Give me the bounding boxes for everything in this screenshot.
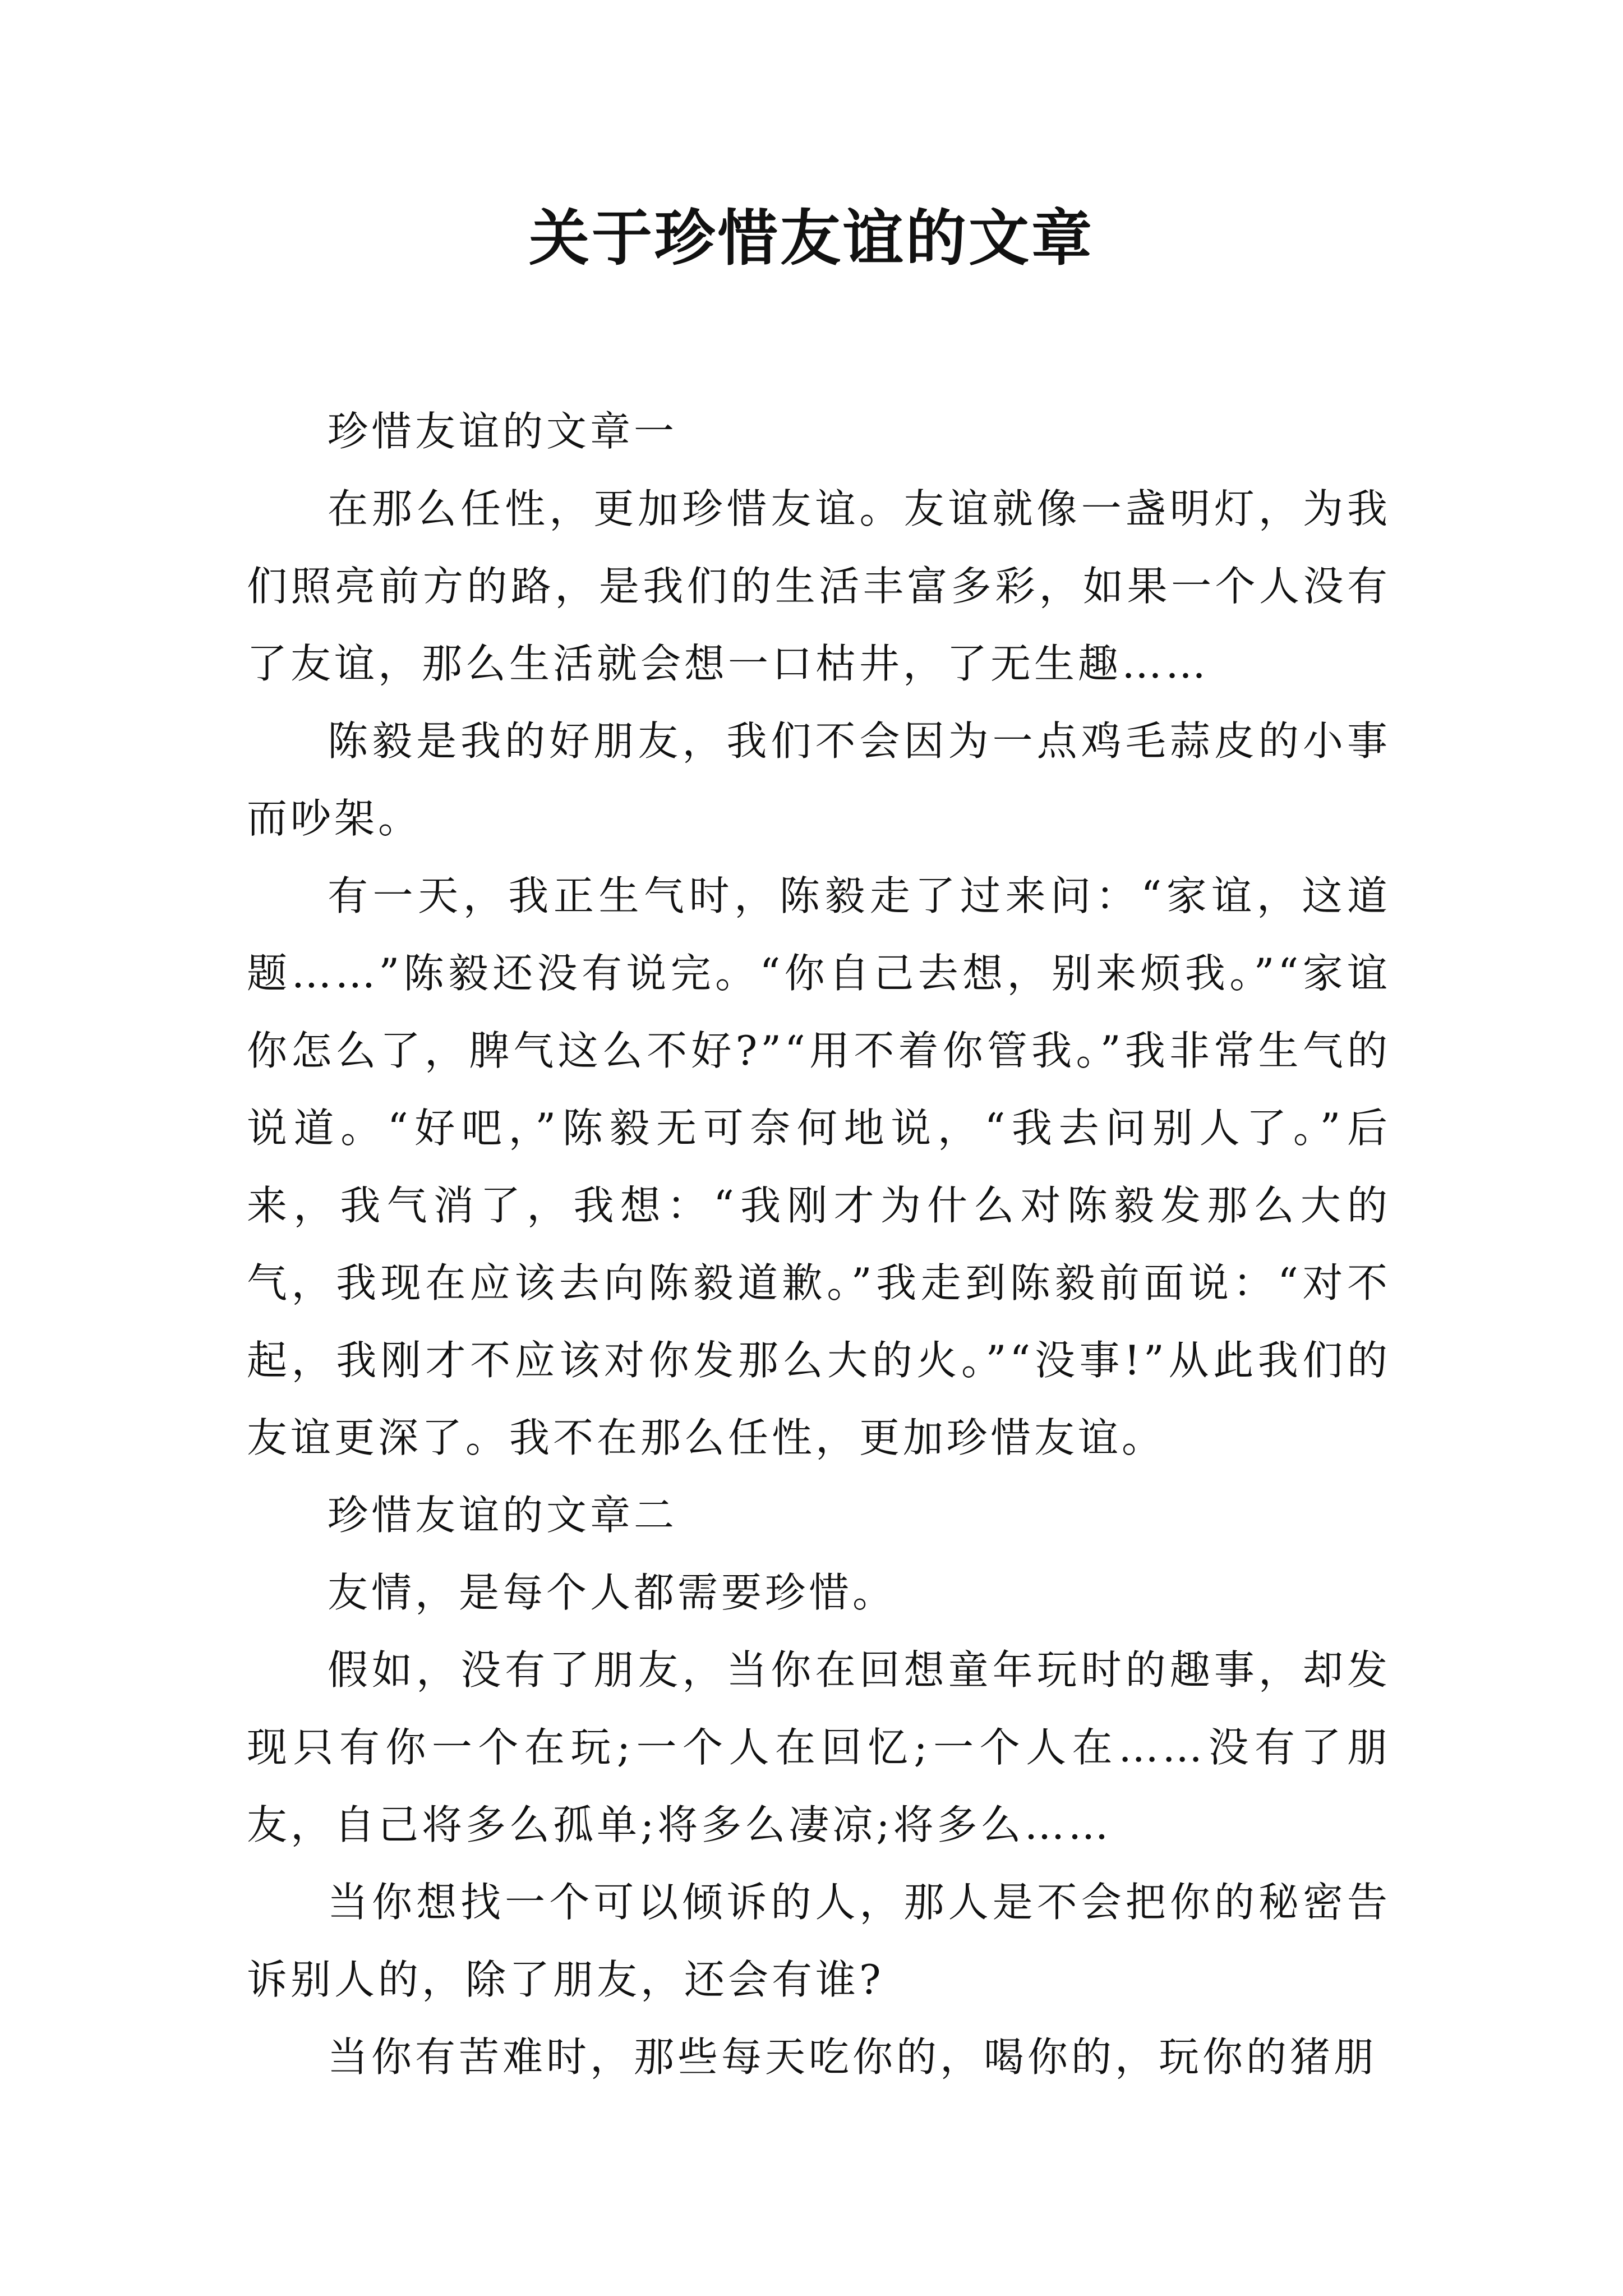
paragraph: 陈毅是我的好朋友，我们不会因为一点鸡毛蒜皮的小事而吵架。 xyxy=(247,717,1391,842)
paragraph: 假如，没有了朋友，当你在回想童年玩时的趣事，却发现只有你一个在玩;一个人在回忆;一个人在……没有了朋友，自己将多么孤单;将多么凄凉;将多么…… xyxy=(247,1646,1391,1848)
document-body xyxy=(247,393,1391,2096)
document-title: 关于珍惜友谊的文章 xyxy=(528,203,1094,274)
paragraph: 当你有苦难时，那些每天吃你的，喝你的，玩你的猪朋 xyxy=(328,2033,1378,2081)
section-heading-one: 珍惜友谊的文章一 xyxy=(328,408,678,455)
section-heading-two: 珍惜友谊的文章二 xyxy=(328,1492,678,1539)
paragraph: 在那么任性，更加珍惜友谊。友谊就像一盏明灯，为我们照亮前方的路，是我们的生活丰富多彩，如果一个人没有了友谊，那么生活就会想一口枯井，了无生趣…… xyxy=(247,485,1391,687)
paragraph: 当你想找一个可以倾诉的人，那人是不会把你的秘密告诉别人的，除了朋友，还会有谁? xyxy=(247,1879,1391,2003)
paragraph: 有一天，我正生气时，陈毅走了过来问：“家谊，这道题……”陈毅还没有说完。“你自己去想，别来烦我。”“家谊你怎么了，脾气这么不好?”“用不着你管我。”我非常生气的说道。“好吧，”陈毅无可奈何地说，“我去问别人了。”后来，我气消了，我想：“我刚才为什么对陈毅发那么大的气，我现在应该去向陈毅道歉。”我走到陈毅前面说：“对不起，我刚才不应该对你发那么大的火。”“没事!”从此我们的友谊更深了。我不在那么任性，更加珍惜友谊。 xyxy=(247,872,1391,1461)
paragraph: 友情，是每个人都需要珍惜。 xyxy=(328,1569,897,1616)
